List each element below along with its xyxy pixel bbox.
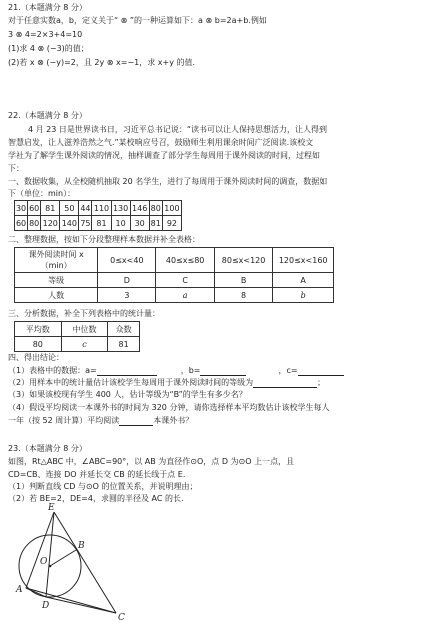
frequency-table bbox=[14, 247, 334, 303]
stat-cell: 81 bbox=[108, 337, 140, 352]
data-cell: 80 bbox=[28, 216, 41, 231]
q22-step4: 四、得出结论： bbox=[8, 353, 64, 362]
data-cell: 75 bbox=[79, 216, 92, 231]
count-cell: a bbox=[156, 288, 214, 303]
table-row bbox=[15, 248, 334, 273]
q21-line1: 对于任意实数a，b，定义关于“ ⊗ ”的一种运算如下：a ⊗ b=2a+b.例如 bbox=[8, 16, 267, 25]
q22-title: 22.（本题满分 8 分） bbox=[8, 111, 87, 120]
q22-step1-line2: 下（单位：min）： bbox=[8, 189, 76, 198]
count-cell: b bbox=[273, 288, 334, 303]
q22-step3: 三、分析数据，补全下列表格中的统计量： bbox=[8, 309, 160, 318]
data-cell: 50 bbox=[60, 201, 79, 216]
q21-line3: (1)求 4 ⊗ (−3)的值； bbox=[8, 44, 89, 53]
label-d: D bbox=[42, 601, 50, 611]
q22-conclusion-2: （2）用样本中的统计量估计该校学生每周用于课外阅读时间的等级为 ； bbox=[8, 378, 326, 387]
label-b: B bbox=[78, 541, 85, 551]
grade-cell: D bbox=[98, 273, 156, 288]
q22-conclusion-4-line1: （4）假设平均阅读一本课外书的时间为 320 分钟，请你选择样本平均数估计该校学生每人 bbox=[8, 403, 330, 412]
label-a: A bbox=[16, 585, 23, 595]
q22-para-line3: 学社为了解学生课外阅读的情况，抽样调查了部分学生每周用于课外阅读的时间，过程如 bbox=[8, 151, 320, 160]
statistics-table bbox=[14, 321, 140, 352]
header-cell: 中位数 bbox=[61, 322, 108, 337]
conclusion-1-prefix: （1）表格中的数据：a= bbox=[8, 366, 97, 375]
blank-a bbox=[97, 366, 157, 376]
conclusion-1-b: ，b= bbox=[180, 366, 201, 375]
table-row bbox=[15, 216, 182, 231]
conclusion-4-prefix: 一年（按 52 周计算）平均阅读 bbox=[8, 416, 120, 425]
count-cell: 3 bbox=[98, 288, 156, 303]
q21-line2: 3 ⊗ 4=2×3+4=10 bbox=[8, 30, 83, 39]
q22-step1-line1: 一、数据收集，从全校随机抽取 20 名学生，进行了每周用于课外阅读时间的调查，数据如 bbox=[8, 177, 328, 186]
header-cell: 课外阅读时间 x（min） bbox=[15, 248, 98, 273]
conclusion-1-c: ，c= bbox=[278, 366, 298, 375]
data-cell: 80 bbox=[149, 201, 162, 216]
header-cell: 120≤x<160 bbox=[273, 248, 334, 273]
center-point bbox=[49, 565, 52, 568]
q21-line4: (2)若 x ⊗ (−y)=2，且 2y ⊗ x=−1，求 x+y 的值. bbox=[8, 58, 196, 67]
data-cell: 30 bbox=[15, 201, 28, 216]
data-cell: 81 bbox=[149, 216, 162, 231]
data-cell: 30 bbox=[130, 216, 149, 231]
data-cell: 110 bbox=[92, 201, 111, 216]
blank-c bbox=[298, 366, 344, 376]
grade-cell: A bbox=[273, 273, 334, 288]
data-cell: 81 bbox=[41, 201, 60, 216]
header-cell: 0≤x<40 bbox=[98, 248, 156, 273]
table-row bbox=[15, 322, 140, 337]
data-cell: 100 bbox=[162, 201, 181, 216]
q23-line2: CD=CB、连接 DO 并延长交 CB 的延长线于点 E. bbox=[8, 470, 186, 479]
data-cell: 60 bbox=[15, 216, 28, 231]
stat-cell: c bbox=[61, 337, 108, 352]
q21-title: 21.（本题满分 8 分） bbox=[8, 3, 87, 12]
data-cell: 130 bbox=[111, 201, 130, 216]
data-cell: 120 bbox=[41, 216, 60, 231]
header-cell: 众数 bbox=[108, 322, 140, 337]
q23-line4: （2）若 BE=2，DE=4，求圆的半径及 AC 的长. bbox=[8, 494, 184, 503]
grade-cell: C bbox=[156, 273, 214, 288]
conclusion-4-suffix: 本课外书？ bbox=[153, 416, 194, 425]
stat-cell: 80 bbox=[15, 337, 62, 352]
q23-line3: （1）判断直线 CD 与⊙O 的位置关系，并说明理由； bbox=[8, 482, 198, 491]
q22-step2: 二、整理数据，按如下分段整理样本数据并补全表格： bbox=[8, 235, 200, 244]
data-cell: 140 bbox=[60, 216, 79, 231]
line-ae bbox=[26, 512, 54, 588]
line-dc bbox=[46, 597, 116, 613]
table-row bbox=[15, 337, 140, 352]
blank-b bbox=[200, 366, 246, 376]
q23-line1: 如图，Rt△ABC 中，∠ABC=90°，以 AB 为直径作⊙O，点 D 为⊙O 上一点，且 bbox=[8, 457, 295, 466]
header-cell: 80≤x<120 bbox=[214, 248, 273, 273]
data-cell: 146 bbox=[130, 201, 149, 216]
data-cell: 10 bbox=[111, 216, 130, 231]
geometry-figure bbox=[8, 500, 148, 625]
line-ob bbox=[50, 550, 76, 566]
data-cell: 44 bbox=[79, 201, 92, 216]
table-row bbox=[15, 273, 334, 288]
line-de bbox=[46, 512, 54, 597]
header-cell: 平均数 bbox=[15, 322, 62, 337]
header-cell: 40≤x≤80 bbox=[156, 248, 214, 273]
grade-cell: B bbox=[214, 273, 273, 288]
table-row bbox=[15, 201, 182, 216]
label-e: E bbox=[48, 503, 55, 513]
conclusion-2-text: （2）用样本中的统计量估计该校学生每周用于课外阅读时间的等级为 bbox=[8, 378, 254, 387]
q22-para-line4: 下： bbox=[8, 164, 24, 173]
data-cell: 92 bbox=[162, 216, 181, 231]
label-c: C bbox=[118, 613, 125, 623]
q22-conclusion-4-line2 bbox=[8, 416, 193, 426]
count-cell: 8 bbox=[214, 288, 273, 303]
label-o: O bbox=[40, 557, 48, 567]
q22-para-line1: 4 月 23 日是世界读书日，习近平总书记说：“读书可以让人保持思想活力，让人得到 bbox=[28, 125, 328, 134]
q22-conclusion-1 bbox=[8, 366, 344, 376]
q22-conclusion-3: （3）如果该校现有学生 400 人，估计等级为“B”的学生有多少名？ bbox=[8, 390, 247, 399]
table-row bbox=[15, 288, 334, 303]
blank-grade bbox=[253, 378, 317, 388]
row-label: 人数 bbox=[15, 288, 98, 303]
q23-title: 23.（本题满分 8 分） bbox=[8, 444, 87, 453]
data-cell: 60 bbox=[28, 201, 41, 216]
data-cell: 81 bbox=[92, 216, 111, 231]
row-label: 等级 bbox=[15, 273, 98, 288]
raw-data-table bbox=[14, 200, 182, 231]
blank-books bbox=[119, 416, 153, 426]
q22-para-line2: 智慧启发，让人滋养浩然之气.”某校响应号召，鼓励师生利用课余时间广泛阅读.该校文 bbox=[8, 138, 314, 147]
